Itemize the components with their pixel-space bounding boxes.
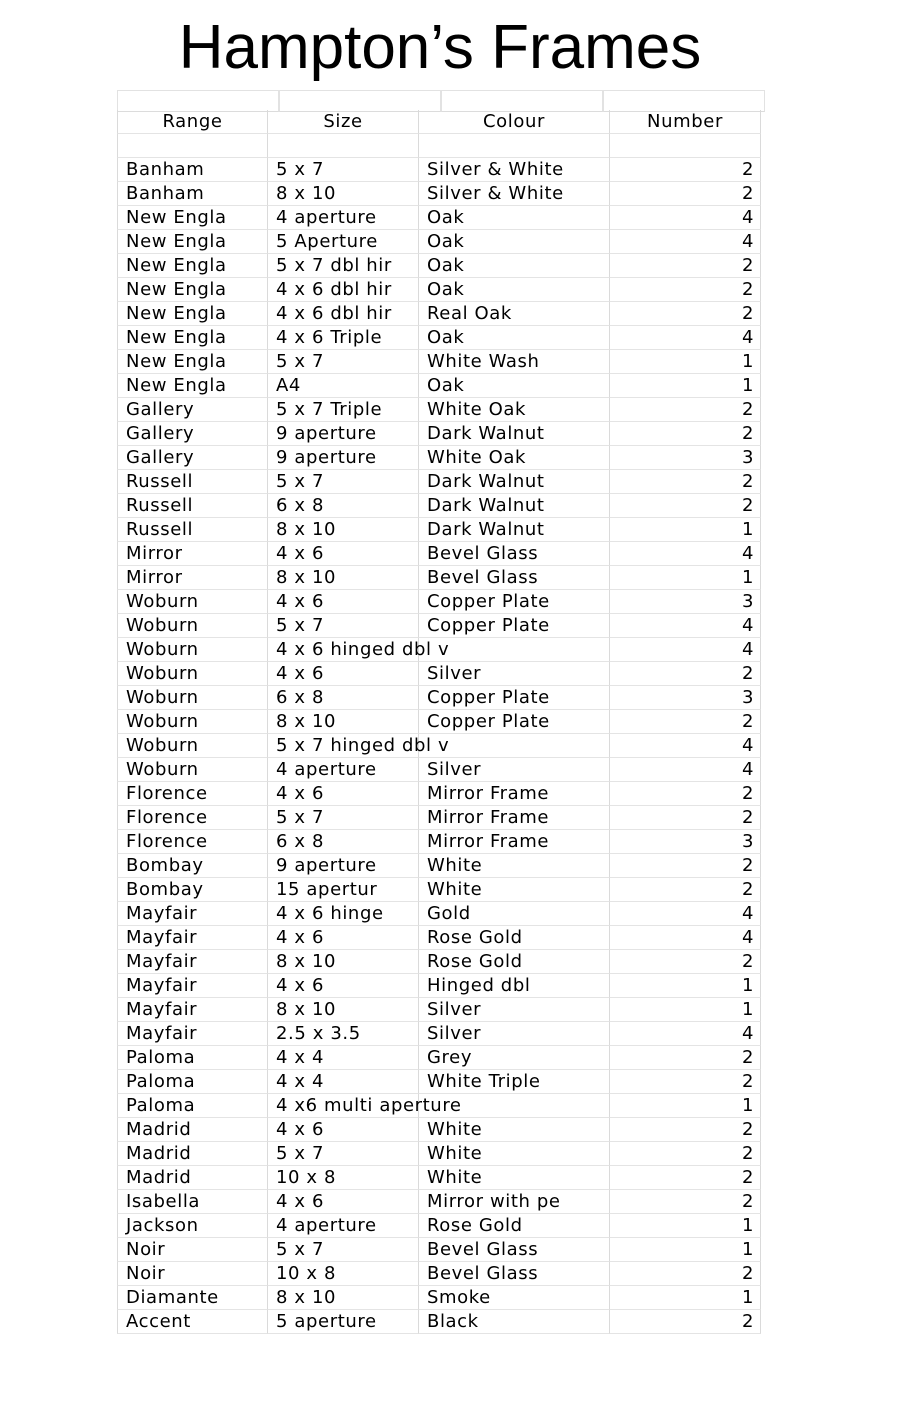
cell-range[interactable]: Banham [117, 158, 268, 182]
cell-number[interactable]: 1 [610, 974, 761, 998]
sheet-top-row [117, 90, 765, 112]
cell-size[interactable]: 4 aperture [268, 758, 419, 782]
cell-size[interactable]: A4 [268, 374, 419, 398]
table-row [117, 638, 761, 662]
cell-range[interactable]: Mayfair [117, 902, 268, 926]
cell-colour[interactable]: Bevel Glass [419, 542, 610, 566]
cell-size[interactable]: 4 x 6 [268, 542, 419, 566]
cell-colour[interactable]: Oak [419, 206, 610, 230]
empty-cell[interactable] [117, 134, 268, 158]
cell-size[interactable]: 4 x 6 hinged dbl v [268, 638, 419, 662]
cell-colour[interactable]: White Triple [419, 1070, 610, 1094]
table-row [117, 206, 761, 230]
cell-colour[interactable]: Rose Gold [419, 1214, 610, 1238]
cell-size[interactable]: 5 x 7 [268, 470, 419, 494]
table-row [117, 806, 761, 830]
cell-number[interactable]: 3 [610, 446, 761, 470]
table-row [117, 302, 761, 326]
cell-range[interactable]: Jackson [117, 1214, 268, 1238]
cell-number[interactable]: 1 [610, 1238, 761, 1262]
cell-colour[interactable]: Copper Plate [419, 590, 610, 614]
cell-range[interactable]: Woburn [117, 686, 268, 710]
cell-size[interactable]: 4 x6 multi aperture [268, 1094, 419, 1118]
cell-number[interactable]: 1 [610, 518, 761, 542]
cell-range[interactable]: New Engla [117, 278, 268, 302]
cell-size[interactable]: 8 x 10 [268, 710, 419, 734]
cell-number[interactable]: 2 [610, 398, 761, 422]
cell-colour[interactable]: Rose Gold [419, 926, 610, 950]
table-row [117, 446, 761, 470]
cell-size[interactable]: 9 aperture [268, 854, 419, 878]
sheet-top-cell[interactable] [441, 90, 603, 112]
cell-range[interactable]: Bombay [117, 854, 268, 878]
cell-colour[interactable]: Gold [419, 902, 610, 926]
cell-number[interactable]: 1 [610, 1214, 761, 1238]
cell-size[interactable]: 4 x 6 dbl hir [268, 302, 419, 326]
table-row [117, 1166, 761, 1190]
cell-range[interactable]: Woburn [117, 710, 268, 734]
table-row [117, 590, 761, 614]
table-row [117, 254, 761, 278]
table-row [117, 326, 761, 350]
cell-range[interactable]: New Engla [117, 302, 268, 326]
empty-cell[interactable] [610, 134, 761, 158]
cell-number[interactable]: 4 [610, 926, 761, 950]
cell-colour[interactable]: Grey [419, 1046, 610, 1070]
table-row [117, 902, 761, 926]
cell-number[interactable]: 3 [610, 686, 761, 710]
cell-size[interactable]: 6 x 8 [268, 686, 419, 710]
cell-size[interactable]: 4 x 6 [268, 662, 419, 686]
cell-number[interactable]: 2 [610, 158, 761, 182]
cell-colour[interactable]: White Oak [419, 446, 610, 470]
cell-number[interactable]: 3 [610, 830, 761, 854]
cell-colour[interactable]: Rose Gold [419, 950, 610, 974]
table-row [117, 662, 761, 686]
table-row [117, 398, 761, 422]
cell-range[interactable]: Accent [117, 1310, 268, 1334]
cell-colour[interactable]: Bevel Glass [419, 566, 610, 590]
page-title: Hampton’s Frames [178, 13, 702, 82]
cell-size[interactable]: 4 x 4 [268, 1046, 419, 1070]
table-row [117, 158, 761, 182]
table-row [117, 182, 761, 206]
table-row [117, 686, 761, 710]
cell-size[interactable]: 9 aperture [268, 446, 419, 470]
table-row [117, 470, 761, 494]
cell-range[interactable]: Madrid [117, 1118, 268, 1142]
table-row [117, 1190, 761, 1214]
cell-range[interactable]: Mayfair [117, 1022, 268, 1046]
cell-number[interactable]: 4 [610, 638, 761, 662]
cell-size[interactable]: 4 x 6 [268, 926, 419, 950]
cell-number[interactable]: 2 [610, 1310, 761, 1334]
cell-range[interactable]: Banham [117, 182, 268, 206]
cell-size[interactable]: 4 x 6 [268, 782, 419, 806]
cell-range[interactable]: Woburn [117, 614, 268, 638]
cell-number[interactable]: 4 [610, 542, 761, 566]
cell-number[interactable]: 2 [610, 950, 761, 974]
cell-colour[interactable]: Hinged dbl [419, 974, 610, 998]
cell-range[interactable]: Noir [117, 1238, 268, 1262]
cell-size[interactable]: 8 x 10 [268, 998, 419, 1022]
cell-range[interactable]: Woburn [117, 734, 268, 758]
table-row [117, 566, 761, 590]
cell-number[interactable]: 2 [610, 1166, 761, 1190]
cell-number[interactable]: 2 [610, 494, 761, 518]
cell-range[interactable]: Gallery [117, 446, 268, 470]
cell-size[interactable]: 9 aperture [268, 422, 419, 446]
cell-colour[interactable]: Oak [419, 254, 610, 278]
cell-number[interactable]: 2 [610, 302, 761, 326]
table-header-row [117, 110, 761, 134]
table-blank-row [117, 134, 761, 158]
cell-range[interactable]: Woburn [117, 662, 268, 686]
header-range[interactable]: Range [117, 110, 268, 134]
cell-colour[interactable]: Silver & White [419, 182, 610, 206]
cell-number[interactable]: 1 [610, 566, 761, 590]
table-row [117, 758, 761, 782]
table-row [117, 734, 761, 758]
cell-colour[interactable]: Oak [419, 278, 610, 302]
sheet-top-cell[interactable] [117, 90, 279, 112]
cell-size[interactable]: 4 x 6 [268, 974, 419, 998]
cell-size[interactable]: 5 aperture [268, 1310, 419, 1334]
cell-colour[interactable]: Dark Walnut [419, 494, 610, 518]
table-row [117, 878, 761, 902]
cell-size[interactable]: 4 aperture [268, 1214, 419, 1238]
cell-size[interactable]: 4 x 6 [268, 1190, 419, 1214]
cell-colour[interactable]: Silver [419, 758, 610, 782]
cell-colour[interactable]: White [419, 1142, 610, 1166]
cell-range[interactable]: Russell [117, 518, 268, 542]
cell-size[interactable]: 8 x 10 [268, 182, 419, 206]
table-row [117, 974, 761, 998]
cell-number[interactable]: 4 [610, 206, 761, 230]
cell-range[interactable]: Madrid [117, 1166, 268, 1190]
cell-size[interactable]: 5 x 7 Triple [268, 398, 419, 422]
cell-number[interactable]: 2 [610, 806, 761, 830]
sheet-top-cell[interactable] [279, 90, 441, 112]
table-row [117, 854, 761, 878]
cell-number[interactable]: 4 [610, 1022, 761, 1046]
cell-range[interactable]: Woburn [117, 758, 268, 782]
cell-number[interactable]: 2 [610, 470, 761, 494]
table-row [117, 350, 761, 374]
table-row [117, 422, 761, 446]
cell-number[interactable]: 2 [610, 254, 761, 278]
cell-size[interactable]: 5 x 7 [268, 1142, 419, 1166]
cell-size[interactable]: 5 x 7 [268, 350, 419, 374]
spreadsheet [117, 90, 765, 1332]
cell-range[interactable]: Russell [117, 470, 268, 494]
cell-range[interactable]: Gallery [117, 422, 268, 446]
cell-number[interactable]: 2 [610, 1142, 761, 1166]
cell-colour[interactable]: Oak [419, 326, 610, 350]
cell-number[interactable]: 2 [610, 422, 761, 446]
header-number[interactable]: Number [610, 110, 761, 134]
cell-size[interactable]: 10 x 8 [268, 1166, 419, 1190]
cell-colour[interactable]: White [419, 854, 610, 878]
cell-number[interactable]: 4 [610, 230, 761, 254]
cell-number[interactable]: 1 [610, 374, 761, 398]
table-row [117, 1022, 761, 1046]
empty-cell[interactable] [419, 134, 610, 158]
cell-colour[interactable]: Copper Plate [419, 686, 610, 710]
table-row [117, 998, 761, 1022]
header-colour[interactable]: Colour [419, 110, 610, 134]
table-row [117, 782, 761, 806]
cell-range[interactable]: Mayfair [117, 950, 268, 974]
table-row [117, 830, 761, 854]
table-row [117, 1286, 761, 1310]
cell-number[interactable]: 2 [610, 278, 761, 302]
cell-colour[interactable]: White Oak [419, 398, 610, 422]
cell-size[interactable]: 15 apertur [268, 878, 419, 902]
cell-colour[interactable]: Silver & White [419, 158, 610, 182]
cell-range[interactable]: New Engla [117, 254, 268, 278]
cell-number[interactable]: 2 [610, 1046, 761, 1070]
cell-size[interactable]: 4 x 6 Triple [268, 326, 419, 350]
cell-number[interactable]: 2 [610, 1190, 761, 1214]
cell-number[interactable]: 2 [610, 1118, 761, 1142]
cell-range[interactable]: Mirror [117, 566, 268, 590]
cell-number[interactable]: 4 [610, 758, 761, 782]
cell-size[interactable]: 2.5 x 3.5 [268, 1022, 419, 1046]
table-row [117, 1118, 761, 1142]
cell-size[interactable]: 10 x 8 [268, 1262, 419, 1286]
cell-number[interactable]: 2 [610, 710, 761, 734]
cell-size[interactable]: 8 x 10 [268, 518, 419, 542]
cell-colour[interactable]: White Wash [419, 350, 610, 374]
cell-number[interactable]: 2 [610, 782, 761, 806]
cell-range[interactable]: Mayfair [117, 998, 268, 1022]
cell-number[interactable]: 4 [610, 902, 761, 926]
cell-range[interactable]: Woburn [117, 638, 268, 662]
cell-size[interactable]: 6 x 8 [268, 494, 419, 518]
cell-size[interactable]: 8 x 10 [268, 950, 419, 974]
cell-colour[interactable]: Mirror with pe [419, 1190, 610, 1214]
cell-range[interactable]: Mirror [117, 542, 268, 566]
cell-range[interactable]: New Engla [117, 374, 268, 398]
cell-colour[interactable]: Dark Walnut [419, 518, 610, 542]
cell-size[interactable]: 4 x 6 dbl hir [268, 278, 419, 302]
cell-colour[interactable]: Dark Walnut [419, 422, 610, 446]
cell-size[interactable]: 4 x 6 [268, 590, 419, 614]
cell-colour[interactable]: Dark Walnut [419, 470, 610, 494]
header-size[interactable]: Size [268, 110, 419, 134]
cell-size[interactable]: 6 x 8 [268, 830, 419, 854]
cell-size[interactable]: 5 x 7 [268, 806, 419, 830]
cell-range[interactable]: New Engla [117, 206, 268, 230]
table-row [117, 710, 761, 734]
cell-range[interactable]: Diamante [117, 1286, 268, 1310]
cell-number[interactable]: 1 [610, 1286, 761, 1310]
cell-range[interactable]: New Engla [117, 230, 268, 254]
cell-range[interactable]: Gallery [117, 398, 268, 422]
cell-size[interactable]: 5 x 7 [268, 614, 419, 638]
frames-table [117, 110, 761, 1334]
sheet-top-cell[interactable] [603, 90, 765, 112]
cell-range[interactable]: Florence [117, 806, 268, 830]
cell-range[interactable]: New Engla [117, 350, 268, 374]
cell-colour[interactable]: Silver [419, 1022, 610, 1046]
cell-range[interactable]: Paloma [117, 1046, 268, 1070]
cell-number[interactable]: 2 [610, 1070, 761, 1094]
cell-size[interactable]: 5 x 7 [268, 158, 419, 182]
cell-colour[interactable]: Bevel Glass [419, 1238, 610, 1262]
table-row [117, 950, 761, 974]
cell-range[interactable]: Paloma [117, 1094, 268, 1118]
cell-size[interactable]: 4 x 6 [268, 1118, 419, 1142]
cell-number[interactable]: 1 [610, 350, 761, 374]
cell-number[interactable]: 1 [610, 998, 761, 1022]
cell-number[interactable]: 1 [610, 1094, 761, 1118]
table-row [117, 614, 761, 638]
cell-colour[interactable]: Black [419, 1310, 610, 1334]
cell-number[interactable]: 2 [610, 1262, 761, 1286]
table-row [117, 1142, 761, 1166]
cell-colour[interactable]: Copper Plate [419, 710, 610, 734]
cell-number[interactable]: 4 [610, 734, 761, 758]
table-row [117, 494, 761, 518]
table-row [117, 1094, 761, 1118]
table-row [117, 1214, 761, 1238]
cell-number[interactable]: 4 [610, 326, 761, 350]
cell-range[interactable]: Noir [117, 1262, 268, 1286]
empty-cell[interactable] [268, 134, 419, 158]
cell-range[interactable]: New Engla [117, 326, 268, 350]
table-row [117, 230, 761, 254]
cell-size[interactable]: 4 x 6 hinge [268, 902, 419, 926]
cell-range[interactable]: Russell [117, 494, 268, 518]
cell-size[interactable]: 5 x 7 dbl hir [268, 254, 419, 278]
cell-colour[interactable]: White [419, 878, 610, 902]
cell-range[interactable]: Woburn [117, 590, 268, 614]
cell-range[interactable]: Bombay [117, 878, 268, 902]
cell-number[interactable]: 3 [610, 590, 761, 614]
cell-colour[interactable]: Mirror Frame [419, 830, 610, 854]
cell-colour[interactable]: Copper Plate [419, 614, 610, 638]
cell-number[interactable]: 2 [610, 662, 761, 686]
cell-range[interactable]: Paloma [117, 1070, 268, 1094]
cell-colour[interactable]: Oak [419, 230, 610, 254]
cell-colour[interactable]: Mirror Frame [419, 782, 610, 806]
table-row [117, 278, 761, 302]
cell-range[interactable]: Florence [117, 830, 268, 854]
cell-colour[interactable]: Bevel Glass [419, 1262, 610, 1286]
cell-range[interactable]: Florence [117, 782, 268, 806]
cell-colour[interactable]: Silver [419, 998, 610, 1022]
cell-colour[interactable]: White [419, 1166, 610, 1190]
cell-colour[interactable]: Smoke [419, 1286, 610, 1310]
cell-colour[interactable]: Mirror Frame [419, 806, 610, 830]
cell-number[interactable]: 4 [610, 614, 761, 638]
cell-size[interactable]: 5 x 7 [268, 1238, 419, 1262]
cell-size[interactable]: 4 x 4 [268, 1070, 419, 1094]
cell-colour[interactable]: White [419, 1118, 610, 1142]
table-row [117, 1238, 761, 1262]
cell-colour[interactable]: Real Oak [419, 302, 610, 326]
table-row [117, 1310, 761, 1334]
cell-size[interactable]: 8 x 10 [268, 1286, 419, 1310]
cell-range[interactable]: Isabella [117, 1190, 268, 1214]
table-row [117, 1046, 761, 1070]
table-row [117, 1262, 761, 1286]
cell-range[interactable]: Mayfair [117, 926, 268, 950]
cell-number[interactable]: 2 [610, 182, 761, 206]
cell-colour[interactable]: Oak [419, 374, 610, 398]
table-row [117, 374, 761, 398]
cell-range[interactable]: Mayfair [117, 974, 268, 998]
cell-range[interactable]: Madrid [117, 1142, 268, 1166]
cell-colour[interactable]: Silver [419, 662, 610, 686]
table-row [117, 926, 761, 950]
cell-number[interactable]: 2 [610, 878, 761, 902]
cell-size[interactable]: 5 Aperture [268, 230, 419, 254]
cell-size[interactable]: 8 x 10 [268, 566, 419, 590]
cell-number[interactable]: 2 [610, 854, 761, 878]
cell-size[interactable]: 4 aperture [268, 206, 419, 230]
table-row [117, 1070, 761, 1094]
cell-size[interactable]: 5 x 7 hinged dbl v [268, 734, 419, 758]
table-row [117, 518, 761, 542]
table-row [117, 542, 761, 566]
